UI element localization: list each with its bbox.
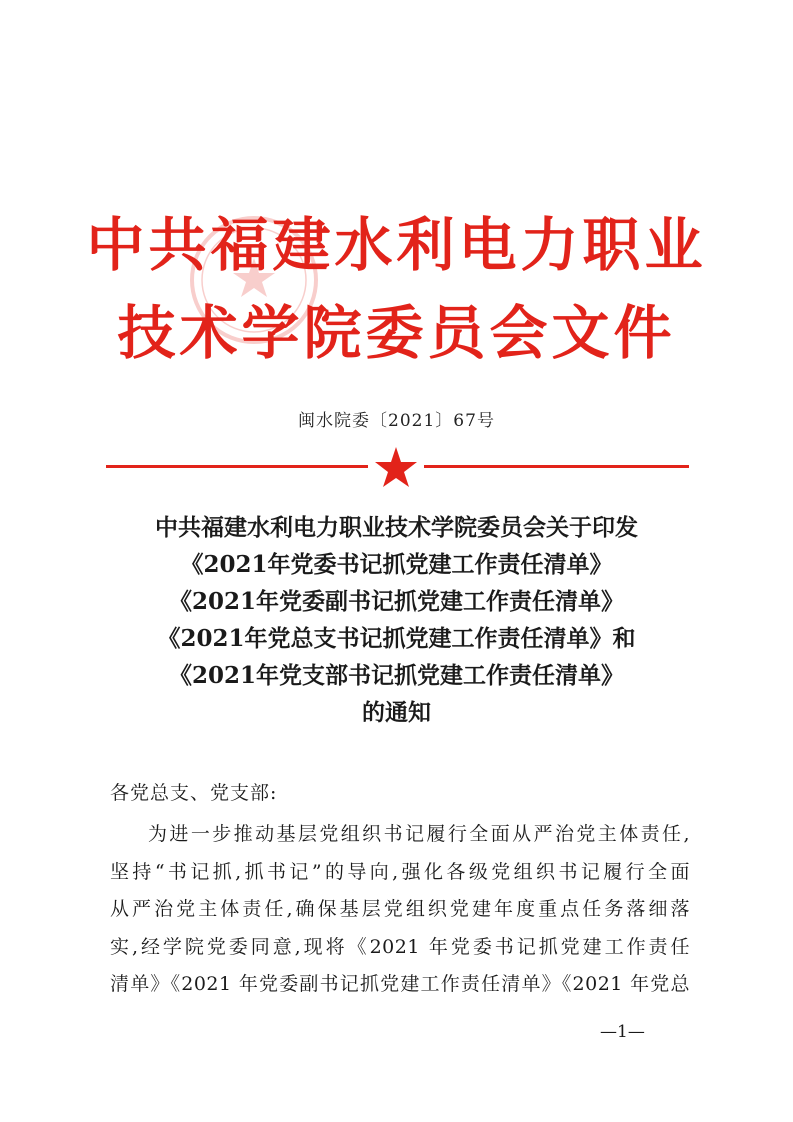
- body-line: 为进一步推动基层党组织书记履行全面从严治党主体责任,: [148, 823, 690, 845]
- red-divider-right: [424, 465, 689, 468]
- notice-title-line: 《2021年党委书记抓党建工作责任清单》: [180, 551, 613, 578]
- body-line: 清单》《2021 年党委副书记抓党建工作责任清单》《2021 年党总: [110, 973, 690, 995]
- document-header-title-line-2: 技术学院委员会文件: [117, 299, 676, 367]
- red-divider-left: [106, 465, 368, 468]
- notice-title-line: 的通知: [362, 699, 431, 726]
- salutation: 各党总支、党支部:: [110, 782, 278, 804]
- document-number: 闽水院委〔2021〕67号: [298, 411, 495, 431]
- star-icon: [374, 446, 418, 488]
- body-line: 从严治党主体责任,确保基层党组织党建年度重点任务落细落: [110, 898, 690, 920]
- body-line: 坚持“书记抓,抓书记”的导向,强化各级党组织书记履行全面: [110, 860, 690, 883]
- notice-title-line: 《2021年党总支书记抓党建工作责任清单》和: [157, 625, 636, 652]
- document-header-title-line-1: 中共福建水利电力职业: [86, 211, 707, 279]
- page-number: —1—: [600, 1022, 645, 1042]
- body-paragraph: [110, 816, 690, 1004]
- body-line: 实,经学院党委同意,现将《2021 年党委书记抓党建工作责任: [110, 935, 690, 958]
- notice-title-line: 中共福建水利电力职业技术学院委员会关于印发: [155, 514, 638, 541]
- notice-title-line: 《2021年党支部书记抓党建工作责任清单》: [168, 662, 624, 689]
- notice-title-line: 《2021年党委副书记抓党建工作责任清单》: [168, 588, 624, 615]
- notice-title: [60, 509, 733, 731]
